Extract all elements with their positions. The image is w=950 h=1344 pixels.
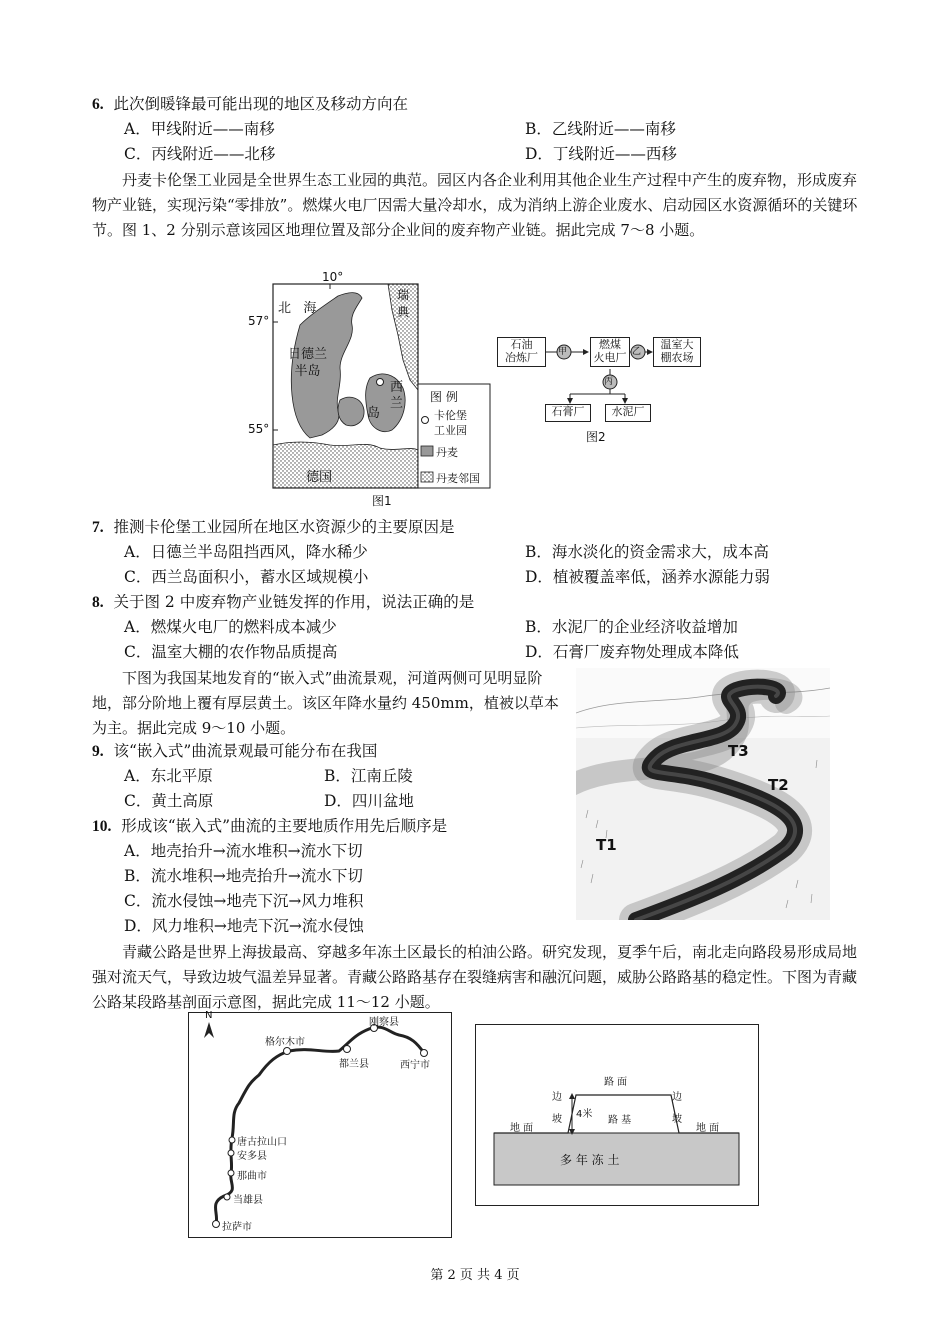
- town-damxung: 当雄县: [233, 1195, 263, 1206]
- label-height: 4米: [576, 1109, 593, 1120]
- node-refinery: [497, 337, 546, 367]
- q6-stem: [92, 94, 408, 115]
- label-sweden: [397, 287, 409, 321]
- q7-option-c: C．西兰岛面积小，蓄水区域规模小: [124, 568, 369, 586]
- legend-park-line1: 卡伦堡: [434, 409, 467, 422]
- north-arrow-icon: N: [205, 1010, 213, 1021]
- latitude-55: 55°: [248, 422, 270, 436]
- passage-kalundborg: 丹麦卡伦堡工业园是全世界生态工业园的典范。园区内各企业利用其他企业生产过程中产生的废弃物，形成废弃物产业链，实现污染“零排放”。燃煤火电厂因需大量冷却水，成为消纳上游企业废水、启动园区水资源循环的关键环节。图 1、2 分别示意该园区地理位置及部分企业间的废弃物产业链。据此完成 7～8 小题。: [92, 171, 858, 239]
- zealand-char1: 西: [390, 380, 404, 395]
- label-germany: 德国: [306, 470, 333, 485]
- figure-2-caption: 图2: [586, 430, 606, 444]
- node-gypsum: 石膏厂: [545, 404, 591, 422]
- passage-qinghai-tibet: 青藏公路是世界上海拔最高、穿越多年冻土区最长的柏油公路。研究发现，夏季午后，南北走向路段易形成局地强对流天气，导致边坡气温差异显著。青藏公路路基存在裂缝病害和融沉问题，威胁公路路基的稳定性。下图为青藏公路某段路基剖面示意图，据此完成 11～12 小题。: [92, 943, 858, 1011]
- town-tanggula: 唐古拉山口: [237, 1137, 287, 1148]
- q7-number: 7.: [92, 519, 104, 536]
- q6-number: 6.: [92, 96, 104, 113]
- jutland-line2: 半岛: [294, 364, 321, 379]
- q8-stem-text: 关于图 2 中废弃物产业链发挥的作用，说法正确的是: [113, 593, 475, 611]
- q9-number: 9.: [92, 743, 104, 760]
- q9-option-c: C．黄土高原: [124, 792, 214, 810]
- label-jutland: [288, 346, 327, 380]
- q7-option-d: D．植被覆盖率低，涵养水源能力弱: [525, 568, 770, 586]
- page-footer: 第 2 页 共 4 页: [430, 1268, 520, 1283]
- label-ground-left: 地 面: [510, 1123, 534, 1134]
- q9-stem-text: 该“嵌入式”曲流景观最可能分布在我国: [113, 742, 378, 760]
- legend-title: 图 例: [430, 390, 458, 404]
- q10-option-b: B．流水堆积→地壳抬升→流水下切: [124, 867, 363, 885]
- figure-2-chain: [495, 332, 705, 447]
- label-yi: 乙: [632, 347, 642, 357]
- refinery-line1: 石油: [510, 338, 533, 351]
- label-north-sea: [278, 297, 316, 316]
- q9-option-d: D．四川盆地: [324, 792, 414, 810]
- q10-stem: [92, 816, 447, 837]
- route-map: [188, 1012, 452, 1238]
- q6-option-d: D．丁线附近——西移: [525, 145, 677, 163]
- q8-number: 8.: [92, 594, 104, 611]
- north-sea-char1: 北: [278, 301, 292, 316]
- q10-option-d: D．风力堆积→地壳下沉→流水侵蚀: [124, 917, 364, 935]
- q8-option-d: D．石膏厂废弃物处理成本降低: [525, 643, 739, 661]
- legend-neighbor: 丹麦邻国: [436, 472, 480, 485]
- label-slope-left: [552, 1087, 562, 1131]
- town-xining: 西宁市: [400, 1060, 430, 1071]
- town-lhasa: 拉萨市: [222, 1222, 252, 1233]
- legend-denmark: 丹麦: [436, 446, 458, 459]
- q6-stem-text: 此次倒暖锋最可能出现的地区及移动方向在: [113, 95, 408, 113]
- town-anduo: 安多县: [237, 1151, 267, 1162]
- label-slope-right: [672, 1087, 682, 1131]
- label-permafrost: 多 年 冻 土: [560, 1153, 620, 1167]
- slope-right-char2: 坡: [672, 1114, 682, 1125]
- greenhouse-line1: 温室大: [660, 338, 694, 351]
- jutland-line1: 日德兰: [288, 347, 328, 362]
- node-greenhouse: [653, 337, 701, 367]
- zealand-char2: 兰: [390, 396, 404, 411]
- q9-option-b: B．江南丘陵: [324, 767, 413, 785]
- town-golmud: 格尔木市: [265, 1037, 305, 1048]
- label-zealand-a: [390, 380, 403, 412]
- q7-stem-text: 推测卡伦堡工业园所在地区水资源少的主要原因是: [113, 518, 455, 536]
- q7-stem: [92, 517, 455, 538]
- q7-option-b: B．海水淡化的资金需求大，成本高: [525, 543, 769, 561]
- q10-number: 10.: [92, 818, 112, 835]
- q9-stem: [92, 741, 377, 762]
- greenhouse-line2: 棚农场: [660, 351, 694, 364]
- refinery-line2: 冶炼厂: [505, 351, 538, 364]
- slope-left-char2: 坡: [552, 1114, 562, 1125]
- power-line1: 燃煤: [599, 338, 621, 351]
- q10-stem-text: 形成该“嵌入式”曲流的主要地质作用先后顺序是: [121, 817, 448, 835]
- town-naqu: 那曲市: [237, 1171, 267, 1182]
- label-ground-right: 地 面: [696, 1123, 720, 1134]
- latitude-57: 57°: [248, 314, 270, 328]
- legend-park-line2: 工业园: [434, 424, 467, 437]
- north-sea-char2: 海: [303, 301, 317, 316]
- label-jia: 甲: [558, 347, 568, 357]
- label-road-surface: 路 面: [604, 1077, 628, 1088]
- terrace-label-t1: T1: [596, 836, 617, 854]
- figure-1-map: [248, 270, 492, 515]
- legend-park: [434, 408, 467, 438]
- sweden-char2: 典: [397, 305, 410, 319]
- town-dulan: 都兰县: [339, 1059, 369, 1070]
- q6-option-c: C．丙线附近——北移: [124, 145, 276, 163]
- q10-option-a: A．地壳抬升→流水堆积→流水下切: [124, 842, 363, 860]
- q9-option-a: A．东北平原: [124, 767, 213, 785]
- slope-right-char1: 边: [672, 1092, 682, 1103]
- q8-option-a: A．燃煤火电厂的燃料成本减少: [124, 618, 337, 636]
- town-gangcha: 刚察县: [369, 1017, 399, 1028]
- slope-left-char1: 边: [552, 1092, 562, 1103]
- passage-meander: 下图为我国某地发育的“嵌入式”曲流景观，河道两侧可见明显阶地，部分阶地上覆有厚层黄土。该区年降水量约 450mm，植被以草本为主。据此完成 9～10 小题。: [92, 669, 559, 737]
- meander-illustration: [576, 668, 830, 920]
- terrace-label-t3: T3: [728, 742, 749, 760]
- q10-option-c: C．流水侵蚀→地壳下沉→风力堆积: [124, 892, 364, 910]
- q8-stem: [92, 592, 474, 613]
- q8-option-c: C．温室大棚的农作物品质提高: [124, 643, 338, 661]
- figure-1-caption: 图1: [372, 494, 392, 508]
- node-cement: 水泥厂: [605, 404, 651, 422]
- q6-option-a: A．甲线附近——南移: [124, 120, 275, 138]
- q6-option-b: B．乙线附近——南移: [525, 120, 676, 138]
- q8-option-b: B．水泥厂的企业经济收益增加: [525, 618, 738, 636]
- label-roadbed: 路 基: [608, 1115, 632, 1126]
- terrace-label-t2: T2: [768, 776, 789, 794]
- roadbed-profile: [475, 1024, 759, 1206]
- longitude-10: 10°: [322, 270, 344, 284]
- label-bing: 丙: [604, 377, 614, 387]
- q7-option-a: A．日德兰半岛阻挡西风，降水稀少: [124, 543, 368, 561]
- sweden-char1: 瑞: [397, 288, 410, 302]
- node-power-plant: [590, 337, 630, 367]
- label-zealand-b: 岛: [367, 406, 381, 421]
- power-line2: 火电厂: [593, 351, 627, 364]
